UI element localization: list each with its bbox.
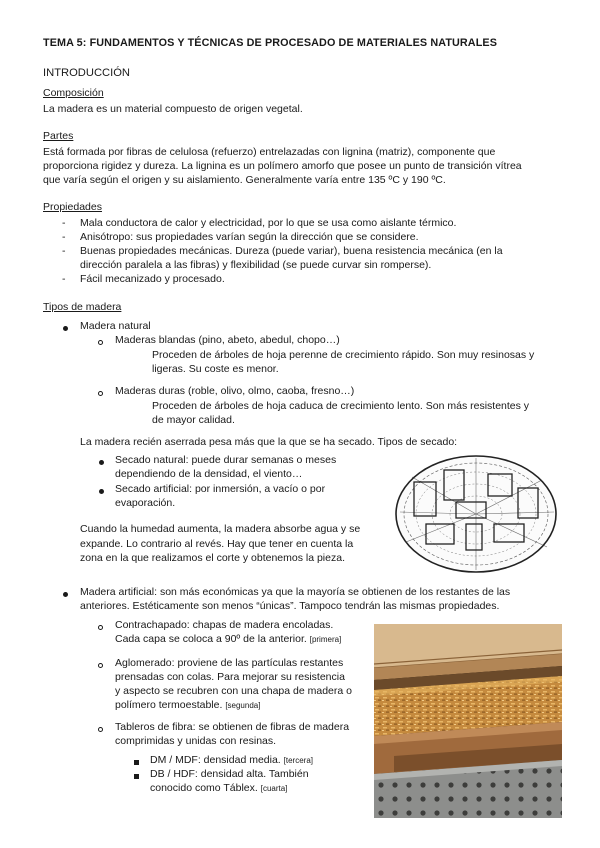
dm-mdf-text: DM / MDF: densidad media. [150, 754, 281, 766]
duras-desc-2: de mayor calidad. [152, 414, 235, 426]
aglomerado-2: prensadas con colas. Para mejorar su resistencia [115, 671, 345, 683]
partes-line-2: proporciona rigidez y dureza. La lignina es un polímero amorfo que posee un punto de transición vítrea [43, 160, 522, 172]
blandas-desc-2: ligeras. Su coste es menor. [152, 363, 279, 375]
bullet-square [134, 760, 139, 765]
bullet-circle [98, 625, 103, 630]
image-tag-tercera: [tercera] [283, 756, 313, 765]
artificial-1: Madera artificial: son más económicas ya que la mayoría se obtienen de los restantes de las [80, 586, 511, 598]
dash-bullet: - [62, 273, 66, 285]
dash-bullet: - [62, 217, 66, 229]
propiedad-item: Buenas propiedades mecánicas. Dureza (puede variar), buena resistencia mecánica (en la [80, 245, 503, 257]
madera-natural: Madera natural [80, 320, 151, 332]
contrachapado-2 [115, 633, 341, 647]
propiedad-item: Mala conductora de calor y electricidad, por lo que se usa como aislante térmico. [80, 217, 457, 229]
bullet-dot [63, 326, 68, 331]
db-hdf-2 [150, 782, 287, 796]
partes-line-3: que varía según el origen y su aislamiento. Generalmente varía entre 135 ºC y 190 ºC. [43, 174, 446, 186]
secado-artificial-1: Secado artificial: por inmersión, a vacío o por [115, 483, 326, 495]
aglomerado-1: Aglomerado: proviene de las partículas restantes [115, 657, 344, 669]
page-title: TEMA 5: FUNDAMENTOS Y TÉCNICAS DE PROCESADO DE MATERIALES NATURALES [43, 37, 497, 49]
dash-bullet: - [62, 231, 66, 243]
secado-artificial-2: evaporación. [115, 497, 176, 509]
composicion-heading: Composición [43, 87, 104, 99]
artificial-2: anteriores. Estéticamente son menos “únicas”. Tampoco tendrán las mismas propiedades. [80, 600, 500, 612]
tableros-2: comprimidas y unidas con resinas. [115, 735, 277, 747]
bullet-dot [63, 592, 68, 597]
image-tag-segunda: [segunda] [225, 701, 261, 710]
propiedad-item: Anisótropo: sus propiedades varían según la dirección que se considere. [80, 231, 419, 243]
section-intro: INTRODUCCIÓN [43, 67, 131, 79]
partes-heading: Partes [43, 130, 74, 142]
bullet-square [134, 774, 139, 779]
humedad-3: zona en la que realizamos el corte y obtenemos la pieza. [80, 552, 345, 564]
secado-natural-1: Secado natural: puede durar semanas o meses [115, 454, 337, 466]
image-tag-cuarta: [cuarta] [260, 784, 288, 793]
secado-natural-2: dependiendo de la densidad, el viento… [115, 468, 303, 480]
tipos-heading: Tipos de madera [43, 301, 122, 313]
dash-bullet: - [62, 245, 66, 257]
propiedad-item: Fácil mecanizado y procesado. [80, 273, 225, 285]
db-hdf-1: DB / HDF: densidad alta. También [150, 768, 309, 780]
secado-intro: La madera recién aserrada pesa más que la que se ha secado. Tipos de secado: [80, 436, 458, 448]
humedad-1: Cuando la humedad aumenta, la madera absorbe agua y se [80, 523, 361, 535]
humedad-2: expande. Lo contrario al revés. Hay que tener en cuenta la [80, 538, 354, 550]
aglomerado-4 [115, 699, 260, 713]
db-hdf-2-text: conocido como Táblex. [150, 782, 258, 794]
wood-boards-photo [374, 624, 562, 818]
partes-line-1: Está formada por fibras de celulosa (refuerzo) entrelazadas con lignina (matriz), componente que [43, 146, 496, 158]
bullet-circle [98, 727, 103, 732]
bullet-circle [98, 663, 103, 668]
log-cross-section-illustration [392, 452, 560, 574]
blandas-desc-1: Proceden de árboles de hoja perenne de crecimiento rápido. Son muy resinosas y [152, 349, 535, 361]
dm-mdf [150, 754, 313, 768]
contrachapado-1: Contrachapado: chapas de madera encoladas. [115, 619, 334, 631]
maderas-duras: Maderas duras (roble, olivo, olmo, caoba, fresno…) [115, 385, 355, 397]
aglomerado-4-text: polímero termoestable. [115, 699, 223, 711]
maderas-blandas: Maderas blandas (pino, abeto, abedul, chopo…) [115, 334, 340, 346]
composicion-text: La madera es un material compuesto de origen vegetal. [43, 103, 303, 115]
tableros-1: Tableros de fibra: se obtienen de fibras de madera [115, 721, 350, 733]
image-tag-primera: [primera] [309, 635, 342, 644]
bullet-dot [99, 489, 104, 494]
bullet-circle [98, 340, 103, 345]
propiedad-item-cont: dirección paralela a las fibras) y flexibilidad (se puede curvar sin romperse). [80, 259, 432, 271]
bullet-dot [99, 460, 104, 465]
bullet-circle [98, 391, 103, 396]
duras-desc-1: Proceden de árboles de hoja caduca de crecimiento lento. Son más resistentes y [152, 400, 530, 412]
aglomerado-3: y aspecto se recubren con una chapa de madera o [115, 685, 352, 697]
propiedades-heading: Propiedades [43, 201, 102, 213]
contrachapado-2-text: Cada capa se coloca a 90º de la anterior. [115, 633, 307, 645]
